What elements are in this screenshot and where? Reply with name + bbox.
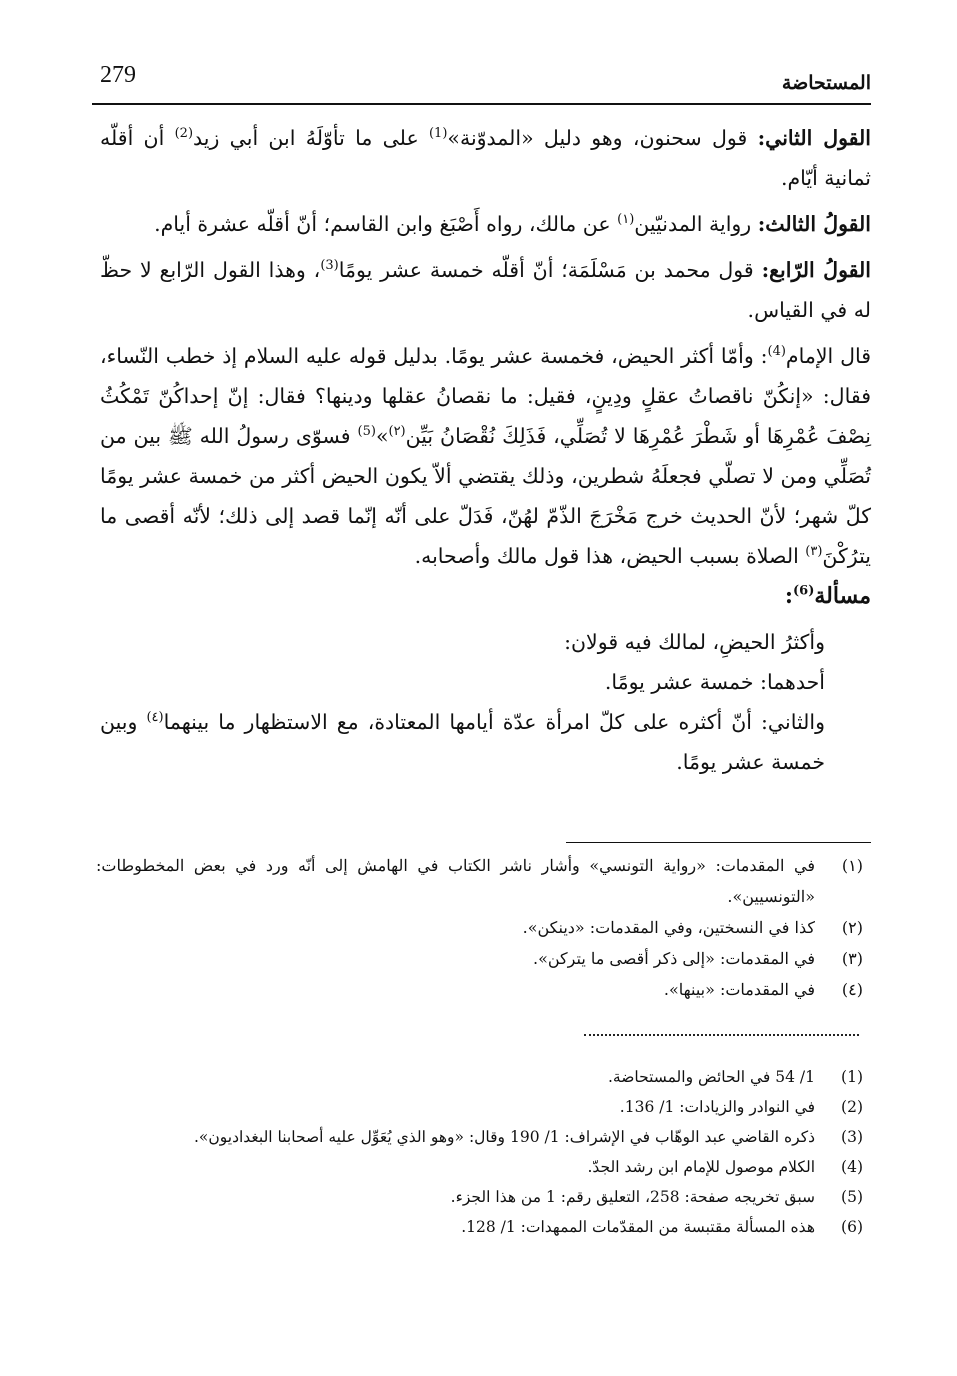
paragraph-masala-first: أحدهما: خمسة عشر يومًا. [604,670,825,694]
paragraph-second-opinion [100,118,871,198]
footnote-ref: (٢) [388,424,406,440]
paragraph-lead: القولُ الثالث: [757,212,871,236]
footnote-ref: (6) [793,583,815,599]
paragraph-text: قال الإمام [785,344,872,368]
main-text [100,118,871,782]
footnote-text: سبق تخريجه صفحة: 258، التعليق رقم: 1 من هذا الجزء. [450,1188,815,1206]
paragraph-text: فسوّى رسولُ الله ﷺ بين من تُصَلِّي ومن لا تصلّي فجعلَهُ شطرين، وذلك يقتضي ألاّ يكون الحيض أكثر من خمسة عشر يومًا كلّ شهر؛ لأنّ الحديث خرج مَخْرَجَ الذّمّ لهُنّ، فَدَلّ على أنّه إنّما قصد إلى ذلك؛ لأنّه أقصى ما يترُكْنَ [100,424,871,568]
header-rule [92,103,871,105]
heading-text: مسألة [814,583,871,609]
footnote-item [96,1182,863,1212]
paragraph-text: عن مالك، رواه أَصْبَغ وابن القاسم؛ أنّ أقلّه عشرة أيام. [154,212,618,236]
footnote-number: (٣) [841,949,863,968]
footnotes-arabic [96,850,863,1005]
paragraph-lead: القولُ الرّابع: [761,258,871,282]
footnote-text: 1/ 54 في الحائض والمستحاضة. [607,1068,815,1086]
footnote-text: في المقدمات: «رواية التونسي» وأشار ناشر الكتاب في الهامش إلى أنّه ورد في بعض المخطوطات: «التونسيين». [96,856,815,906]
paragraph-text: الصلاة بسبب الحيض، هذا قول مالك وأصحابه. [414,544,806,568]
footnote-item [96,850,863,912]
paragraph-text: قول سحنون، وهو دليل «المدوّنة» [447,126,758,150]
footnote-item [96,943,863,974]
footnote-text: في المقدمات: «إلى ذكر أقصى ما يتركن». [532,949,815,968]
footnote-ref: (5) [357,424,376,440]
footnote-ref: (٤) [146,710,164,726]
paragraph-fourth-opinion [100,250,871,330]
paragraph-imam [100,336,871,576]
paragraph-text: » [375,424,389,448]
footnote-item [96,1062,863,1092]
footnotes-editor [96,1062,863,1242]
footnote-number: (١) [841,856,863,875]
footnote-ref: (١) [617,212,635,228]
footnote-number: (٤) [841,980,863,999]
page-number: 279 [100,62,136,88]
footnote-text: ذكره القاضي عبد الوهّاب في الإشراف: 1/ 190 وقال: «وهو الذي يُعَوِّل عليه أصحابنا البغداديون». [193,1128,815,1146]
footnote-number: (٢) [841,918,863,937]
footnote-ref: (٣) [805,544,823,560]
paragraph-text: على ما تأوّلَهُ ابن أبي زيد [193,126,429,150]
paragraph-masala-second [100,702,871,782]
running-title: المستحاضة [781,72,871,94]
footnote-ref: (4) [767,344,786,360]
footnote-ref: (3) [320,258,339,274]
paragraph-text: ، وهذا القول الرّابع لا حظّ له في القياس. [100,258,871,322]
footnote-ref: (2) [174,126,194,142]
footnote-item [96,1092,863,1122]
footnote-separator [566,842,871,843]
footnote-number: (4) [841,1158,863,1176]
footnote-text: في النوادر والزيادات: 1/ 136. [619,1098,815,1116]
footnote-text: كذا في النسختين، وفي المقدمات: «دينكن». [522,918,815,937]
section-heading-masala [100,576,871,616]
footnote-item [96,1212,863,1242]
footnote-number: (2) [841,1098,863,1116]
dotted-separator [584,1034,859,1036]
footnote-number: (5) [841,1188,863,1206]
footnote-text: في المقدمات: «بينها». [663,980,815,999]
paragraph-text: أن أقلّه ثمانية أيّام. [100,126,871,190]
paragraph-text: قول محمد بن مَسْلَمَة؛ أنّ أقلّه خمسة عشر يومًا [338,258,762,282]
footnote-item [96,1122,863,1152]
paragraph-text: : وأمّا أكثر الحيض، فخمسة عشر يومًا. بدليل قوله عليه السلام إذ خطب النّساء، فقال: «إنكُنّ ناقصاتُ عقلٍ ودِينٍ، فقيل: ما نقصانُ عقلها ودينها؟ فقال: إنّ إحداكُنّ تَمْكُثُ نِصْفَ عُمْرِهَا أو شَطْرَ عُمْرِهَا لا تُصَلِّي، فَذَلِكَ نُقْصَانُ بَيِّن [100,344,871,448]
footnote-item [96,912,863,943]
footnote-text: هذه المسألة مقتبسة من المقدّمات الممهدات: 1/ 128. [461,1218,815,1236]
paragraph-masala-intro: وأكثرُ الحيضِ، لمالك فيه قولان: [564,630,825,654]
footnote-number: (1) [841,1068,863,1086]
paragraph-third-opinion [100,204,871,244]
heading-colon: : [784,583,794,609]
footnote-number: (3) [841,1128,863,1146]
footnote-number: (6) [841,1218,863,1236]
paragraph-text: وبين خمسة عشر يومًا. [100,710,825,774]
footnote-ref: (1) [428,126,448,142]
paragraph-text: رواية المدنيّين [634,212,758,236]
footnote-text: الكلام موصول للإمام ابن رشد الجدّ. [587,1158,815,1176]
footnote-item [96,974,863,1005]
paragraph-text: والثاني: أنّ أكثره على كلّ امرأة عدّة أيامها المعتادة، مع الاستظهار ما بينهما [163,710,825,734]
footnote-item [96,1152,863,1182]
paragraph-lead: القول الثاني: [757,126,871,150]
